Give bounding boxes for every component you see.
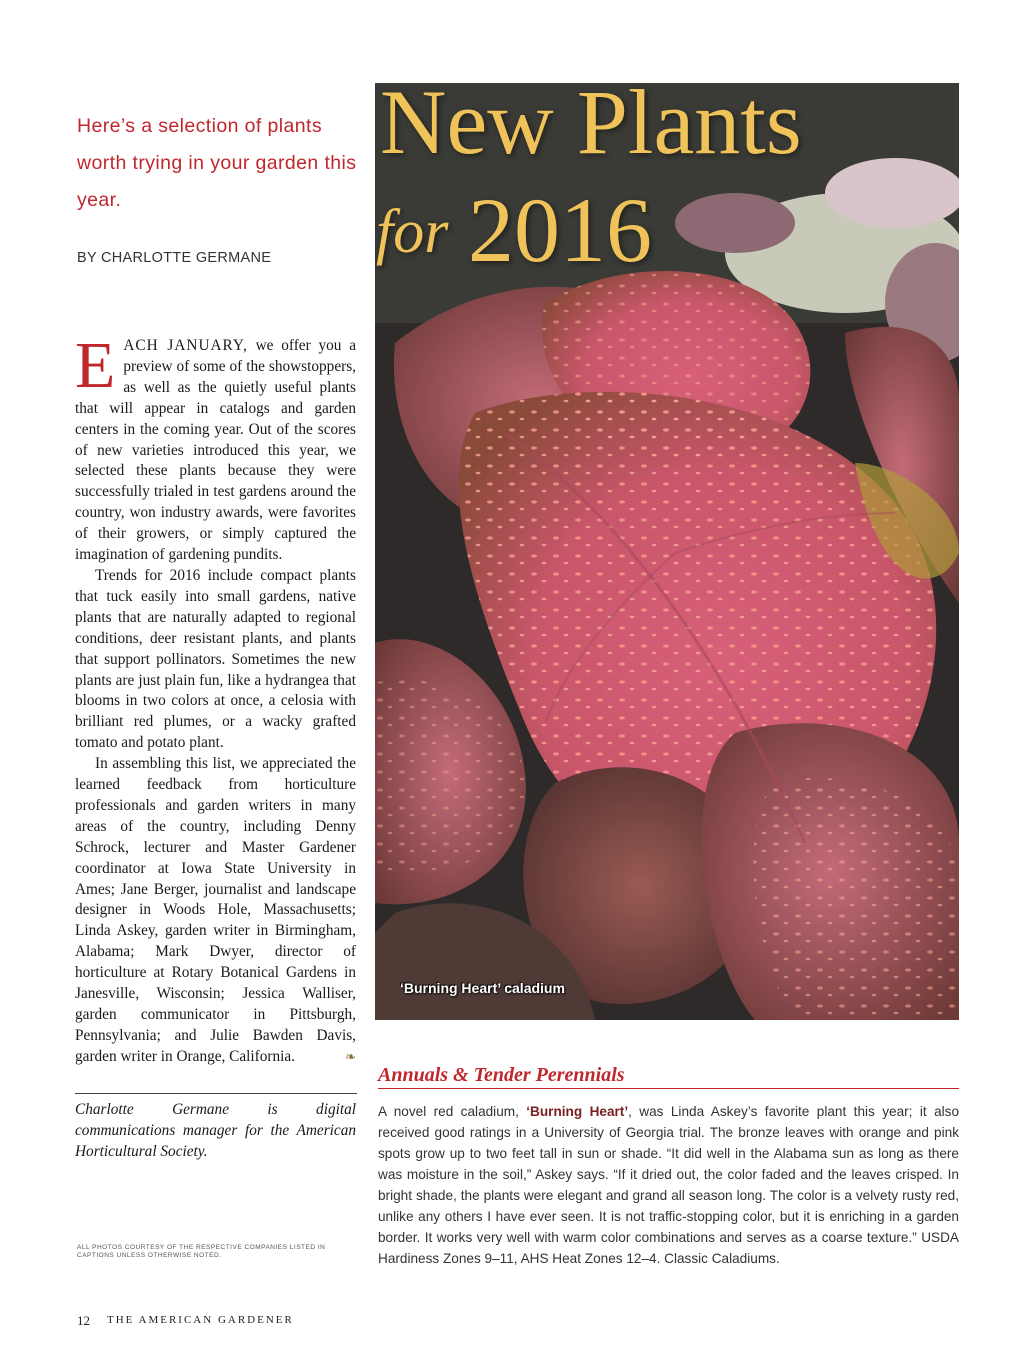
article-deck: Here’s a selection of plants worth trying in your garden this year. bbox=[77, 115, 357, 211]
end-mark-icon: ❧ bbox=[345, 1048, 356, 1064]
magazine-name: THE AMERICAN GARDENER bbox=[107, 1314, 294, 1326]
paragraph-2: Trends for 2016 include compact plants that tuck easily into small gardens, native plants that are naturally adapted to regional conditions, deer resistant plants, and plants that support pollinators. Sometimes the new plants are just plain fun, like a hydrangea that blooms in two colors at once, a celosia with brilliant red plumes, or a wacky grafted tomato and potato plant. bbox=[75, 566, 356, 752]
article-body bbox=[75, 329, 357, 1068]
entry-intro: A novel red caladium, bbox=[378, 1104, 527, 1119]
photo-credits: ALL PHOTOS COURTESY OF THE RESPECTIVE COMPANIES LISTED IN CAPTIONS UNLESS OTHERWISE NOTED. bbox=[77, 1244, 326, 1259]
plant-entry bbox=[378, 1101, 959, 1269]
caladium-photo bbox=[375, 83, 959, 1020]
caladium-illustration bbox=[375, 83, 959, 1020]
title-for: for bbox=[376, 198, 449, 266]
page-number: 12 bbox=[77, 1313, 90, 1328]
byline: BY CHARLOTTE GERMANE bbox=[77, 250, 272, 266]
title-year: 2016 bbox=[468, 179, 652, 281]
section-rule bbox=[378, 1088, 959, 1089]
bio-divider bbox=[75, 1093, 357, 1094]
paragraph-3 bbox=[75, 754, 356, 1068]
author-bio: Charlotte Germane is digital communications manager for the American Horticultural Society. bbox=[75, 1101, 356, 1160]
drop-cap: E bbox=[75, 329, 116, 402]
plant-name: ‘Burning Heart’ bbox=[526, 1104, 629, 1119]
paragraph-1 bbox=[75, 329, 357, 566]
paragraph-3-text: In assembling this list, we appreciated the learned feedback from horticulture professionals and garden writers in many areas of the country, including Denny Schrock, lecturer and Master Gardener coordinator at Iowa State University in Ames; Jane Berger, journalist and landscape designer in Woods Hole, Massachusetts; Linda Askey, garden writer in Birmingham, Alabama; Mark Dwyer, director of horticulture at Rotary Botanical Gardens in Janesville, Wisconsin; Jessica Walliser, garden communicator in Pittsburgh, Pennsylvania; and Julie Bawden Davis, garden writer in Orange, California. bbox=[75, 755, 356, 1065]
section-heading: Annuals & Tender Perennials bbox=[378, 1064, 625, 1086]
paragraph-1-text: we offer you a preview of some of the showstoppers, as well as the quietly useful plants that will appear in catalogs and garden centers in the coming year. Out of the scores of new varieties introduced this year, we selected these plants because they were successfully trialed in test gardens around the country, won industry awards, were favorites of their growers, or simply captured the imagination of gardening pundits. bbox=[75, 337, 357, 564]
entry-text: , was Linda Askey’s favorite plant this year; it also received good ratings in a University of Georgia trial. The bronze leaves with orange and pink spots grow up to two feet tall in sun or shade. “It did well in the Alabama sun as long as there was moisture in the soil,” Askey says. “If it dried out, the color faded and the leaves crisped. In bright shade, the plants were elegant and grand all season long. The color is a velvety rusty red, unlike any others I have ever seen. It is not traffic-stopping color, but it is enriching in a garden border. It works very well with warm color combinations and serves as a coarse texture.” USDA Hardiness Zones 9–11, AHS Heat Zones 12–4. Classic Caladiums. bbox=[378, 1104, 960, 1266]
title-new-plants: New Plants bbox=[380, 71, 802, 173]
photo-caption: ‘Burning Heart’ caladium bbox=[400, 980, 565, 996]
lead-in: ACH JANUARY, bbox=[123, 337, 248, 354]
